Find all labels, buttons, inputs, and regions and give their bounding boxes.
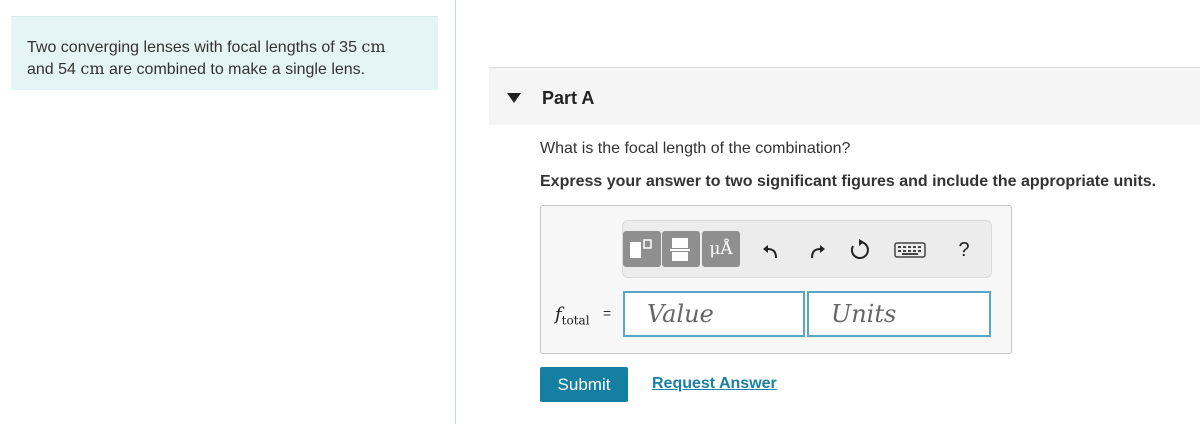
problem-text-3: are combined to make a single lens. <box>104 61 366 78</box>
keyboard-icon-svg <box>893 239 927 261</box>
unit-cm-2: cm <box>80 59 105 78</box>
problem-line-2 <box>27 58 422 80</box>
part-a-header[interactable] <box>489 67 1200 125</box>
equals-sign: = <box>603 305 612 321</box>
undo-icon[interactable] <box>759 239 785 261</box>
problem-statement <box>11 16 438 90</box>
undo-icon-svg <box>759 239 785 261</box>
variable-subscript: total <box>561 313 590 328</box>
submit-button[interactable]: Submit <box>540 367 628 402</box>
fraction-icon-svg <box>662 231 700 267</box>
redo-icon[interactable] <box>803 239 829 261</box>
problem-text-1: Two converging lenses with focal lengths of 35 <box>27 39 362 56</box>
fraction-template-icon[interactable] <box>662 231 700 267</box>
question-text: What is the focal length of the combination? <box>540 140 851 157</box>
help-icon[interactable]: ? <box>958 239 970 261</box>
problem-line-1 <box>27 36 422 58</box>
templates-icon[interactable] <box>623 231 661 267</box>
instruction-text: Express your answer to two significant figures and include the appropriate units. <box>540 173 1157 190</box>
units-icon[interactable]: μÅ <box>702 231 740 267</box>
redo-icon-svg <box>803 239 829 261</box>
toolbar-button-group <box>623 231 740 267</box>
answer-panel <box>540 205 1012 354</box>
variable-symbol: f <box>555 304 562 325</box>
keyboard-icon[interactable] <box>893 239 927 261</box>
answer-input-row <box>555 290 1005 338</box>
math-toolbar <box>622 220 992 278</box>
units-field[interactable]: Units <box>807 291 991 337</box>
part-title: Part A <box>542 88 595 108</box>
reset-icon-svg <box>847 239 873 261</box>
variable-label <box>555 304 590 328</box>
problem-text-2: and 54 <box>27 61 81 78</box>
unit-cm-1: cm <box>361 37 386 56</box>
column-divider <box>455 0 456 424</box>
collapse-triangle-icon[interactable] <box>507 93 521 103</box>
value-field[interactable]: Value <box>623 291 805 337</box>
reset-icon[interactable] <box>847 239 873 261</box>
request-answer-link[interactable]: Request Answer <box>652 375 777 392</box>
templates-icon-svg <box>623 231 661 267</box>
